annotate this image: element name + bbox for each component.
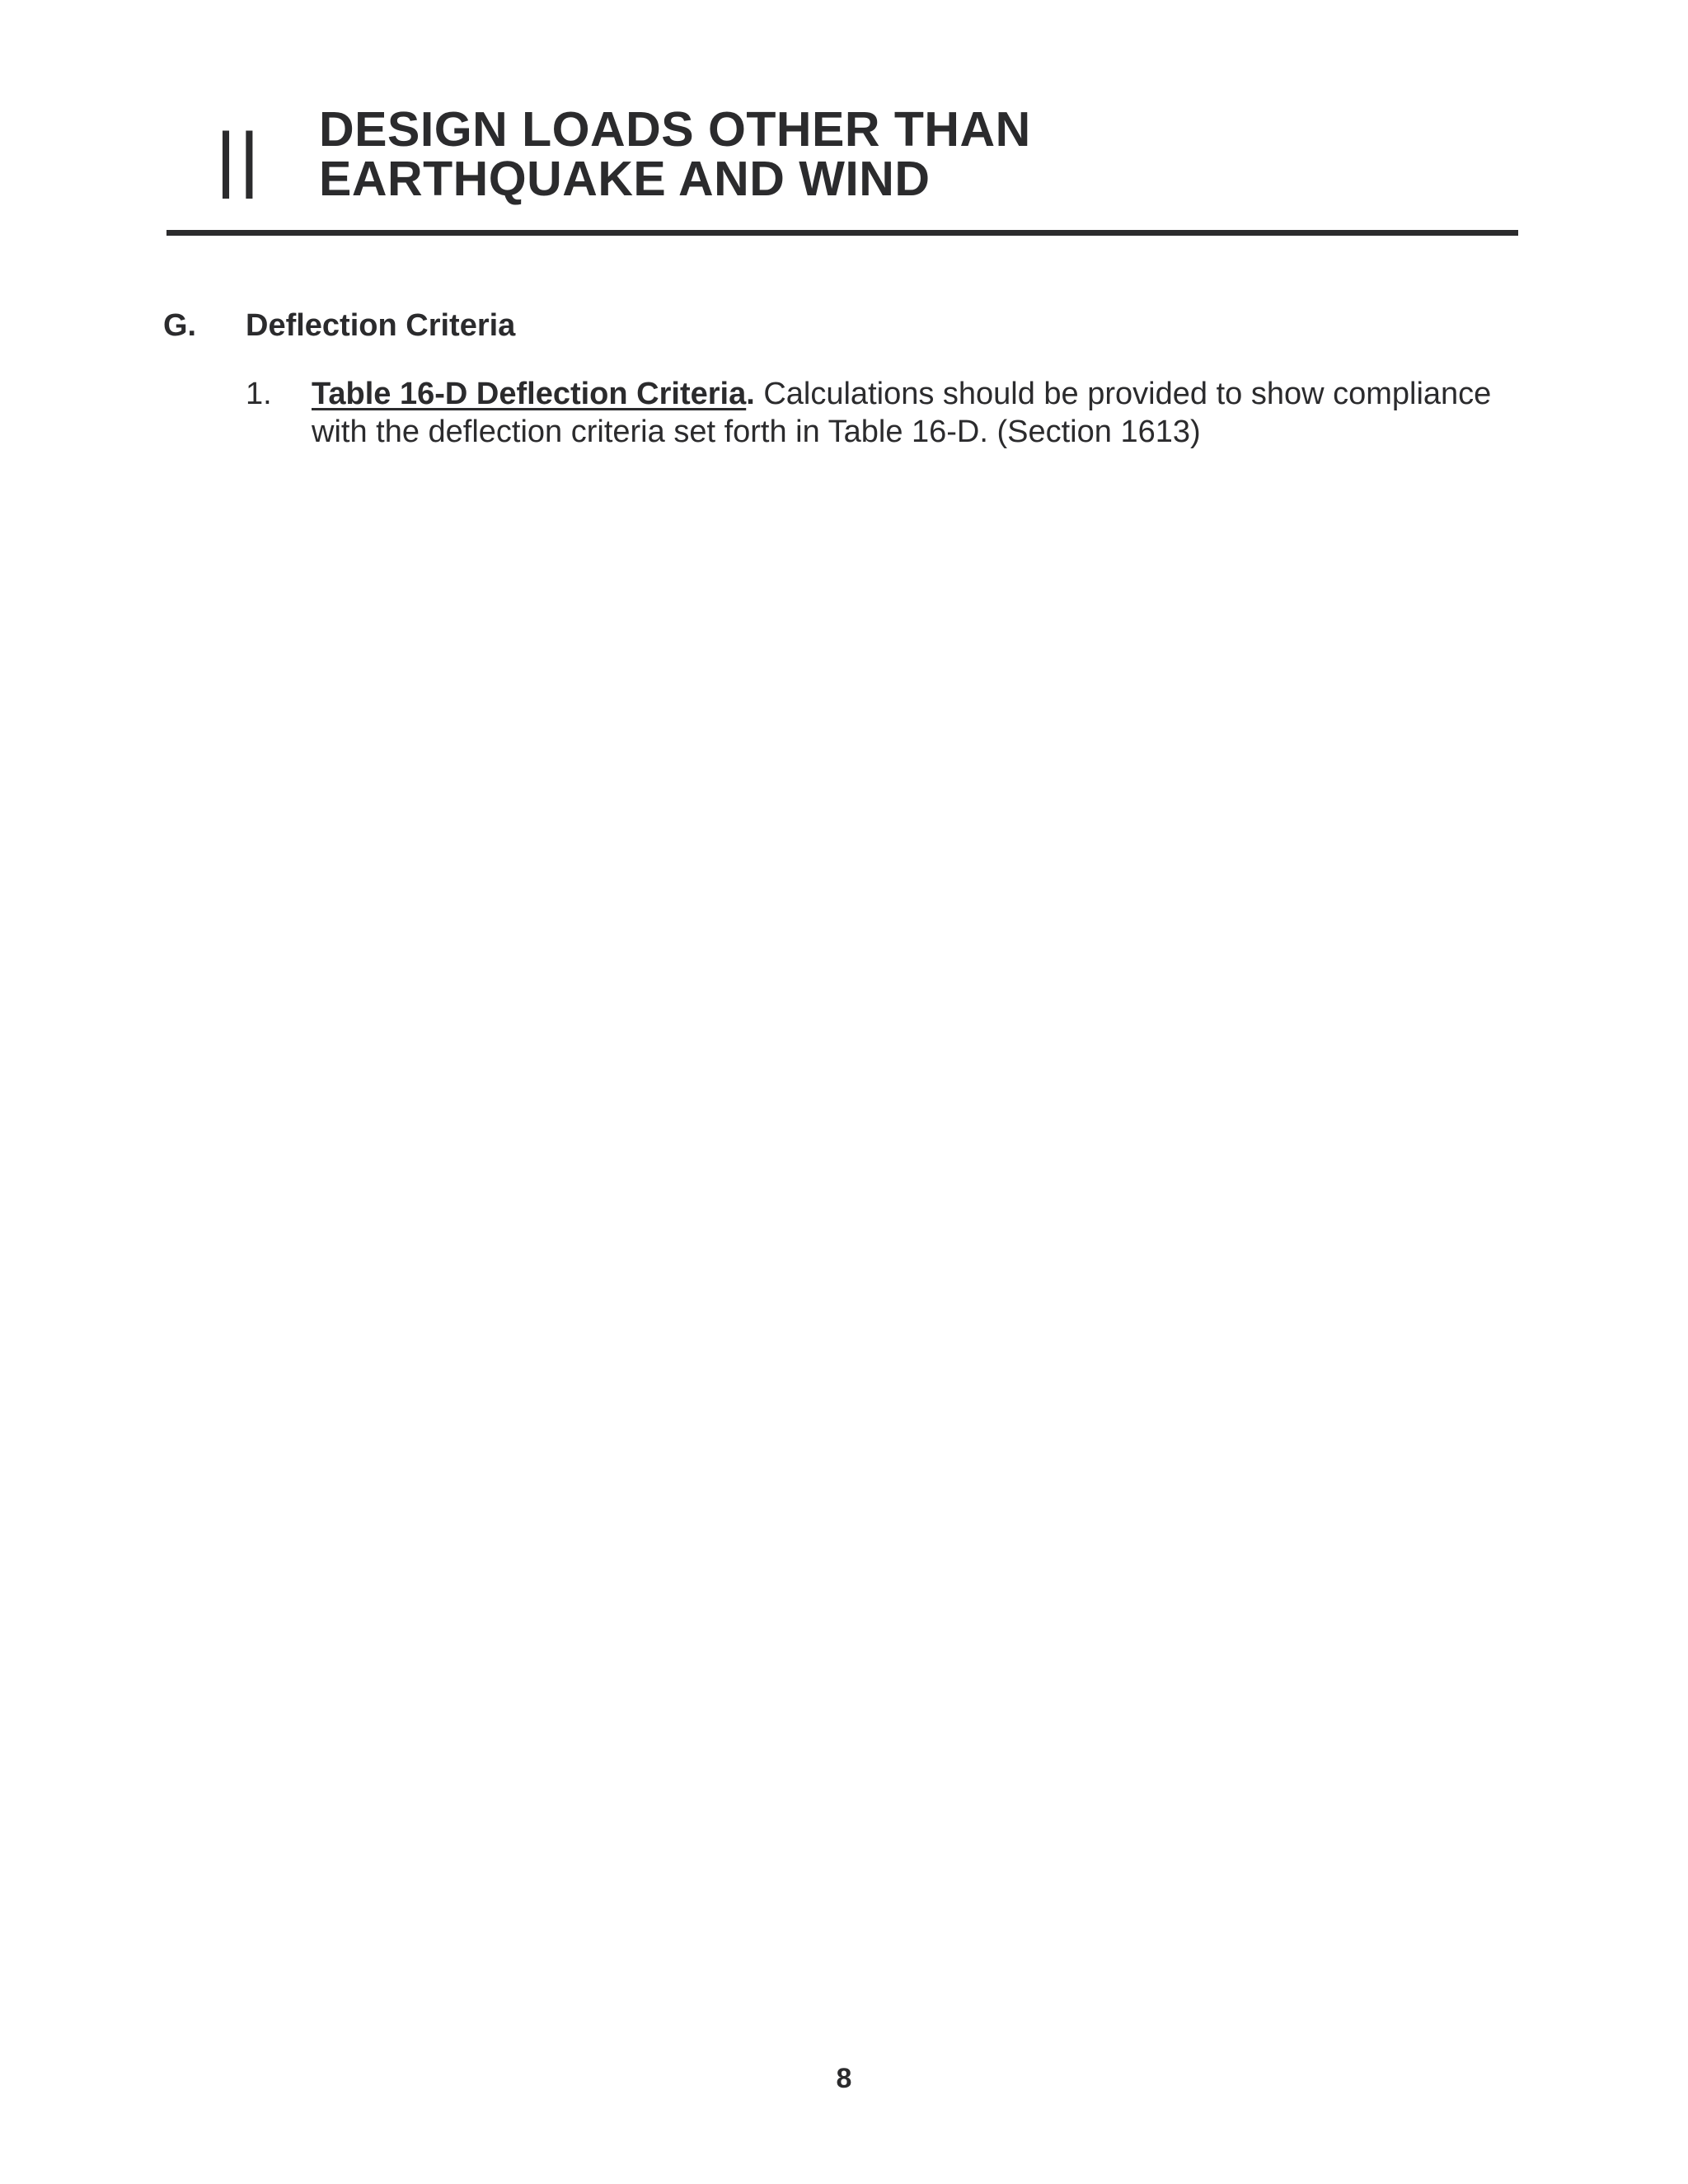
list-item-body	[312, 375, 1523, 451]
section-title: Deflection Criteria	[246, 308, 516, 343]
table-16d-link[interactable]: Table 16-D Deflection Criteria	[312, 377, 747, 411]
section-letter: G.	[163, 308, 197, 343]
link-period: .	[746, 377, 755, 411]
page-number: 8	[836, 2063, 852, 2094]
chapter-numeral: II	[216, 110, 263, 220]
chapter-title-line-2: EARTHQUAKE AND WIND	[319, 152, 931, 206]
chapter-title-line-1: DESIGN LOADS OTHER THAN	[319, 102, 1031, 157]
chapter-header	[0, 0, 1688, 247]
chapter-title	[319, 102, 1031, 206]
header-divider	[166, 230, 1518, 236]
list-item-number: 1.	[246, 377, 272, 411]
list-item-text: Calculations should be provided to show compliance with the deflection criteria set forth in Table 16-D. (Section 1613)	[312, 377, 1492, 449]
